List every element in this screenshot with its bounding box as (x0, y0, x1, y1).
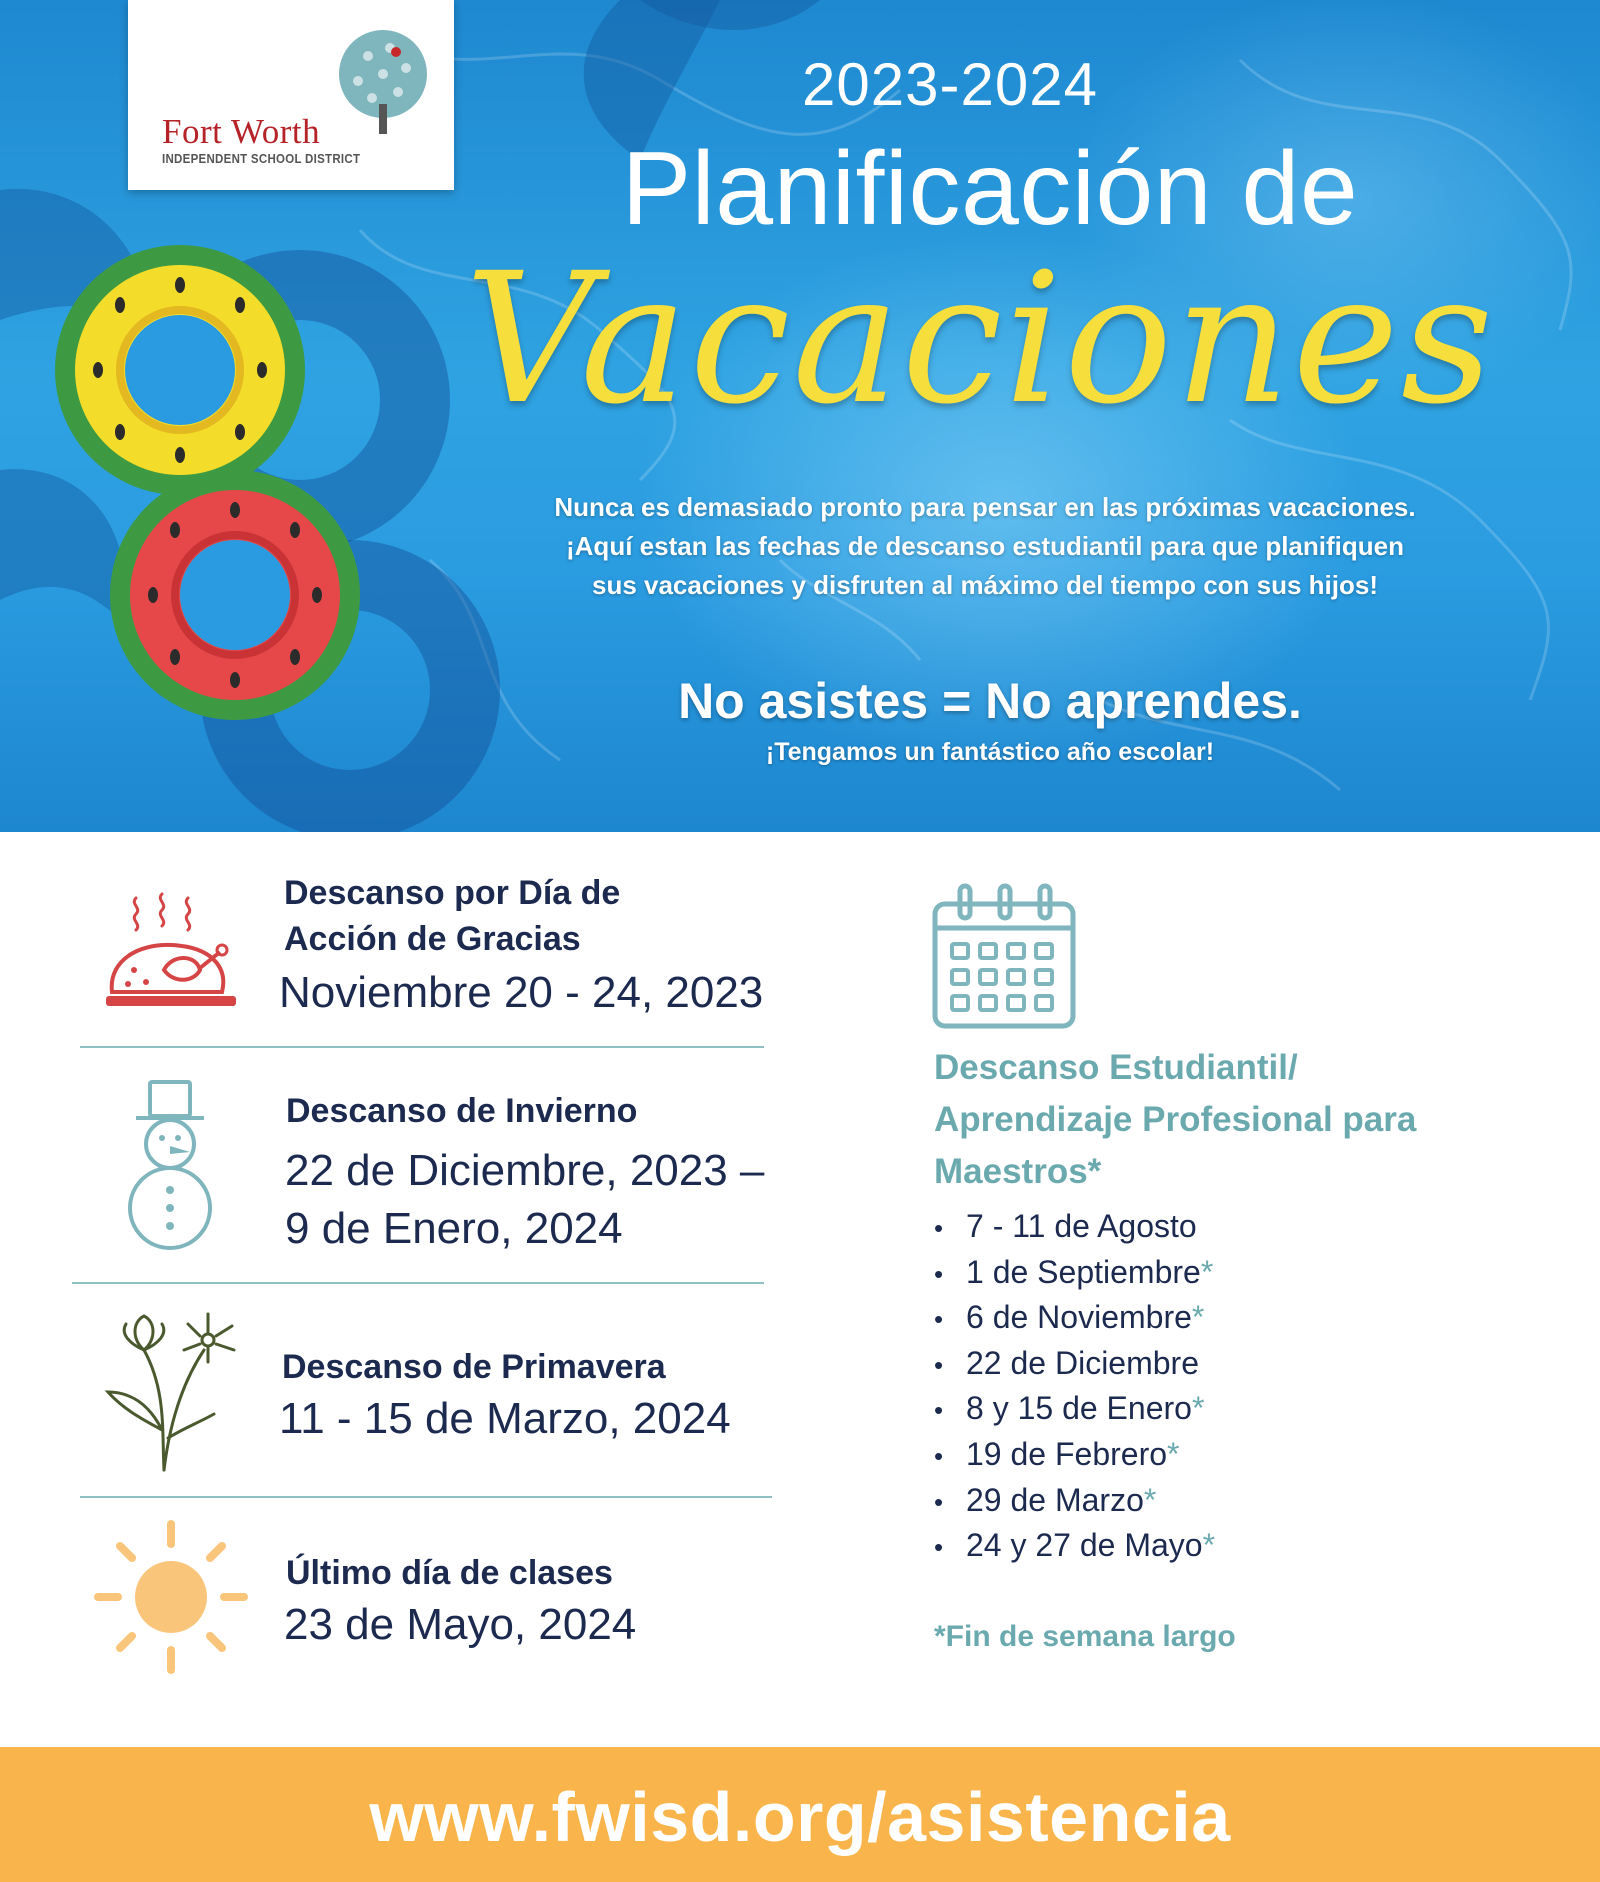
logo-subtitle: INDEPENDENT SCHOOL DISTRICT (162, 152, 361, 166)
date-item: • 29 de Marzo* (934, 1481, 1157, 1518)
date-item: • 22 de Diciembre (934, 1344, 1199, 1381)
intro-line: sus vacaciones y disfruten al máximo del tiempo con sus hijos! (591, 570, 1379, 600)
date-item: • 6 de Noviembre* (934, 1299, 1205, 1336)
school-year: 2023-2024 (802, 51, 1098, 118)
divider (80, 1496, 772, 1498)
tree-logo-icon (328, 26, 438, 138)
student-break-title (934, 1042, 1534, 1198)
date-item: • 19 de Febrero* (934, 1435, 1180, 1472)
turkey-icon (104, 892, 239, 1022)
date-item: • 7 - 11 de Agosto (934, 1208, 1197, 1244)
break-date: 9 de Enero, 2024 (285, 1204, 623, 1253)
intro-line: Nunca es demasiado pronto para pensar en las próximas vacaciones. (554, 492, 1416, 522)
break-title: Descanso por Día de (284, 874, 621, 912)
district-logo (128, 0, 454, 190)
student-break-title-line: Aprendizaje Profesional para (934, 1100, 1417, 1139)
yellow-float-icon (55, 245, 305, 495)
student-break-title-line: Maestros* (934, 1152, 1102, 1191)
date-item: • 1 de Septiembre* (934, 1253, 1214, 1290)
student-break-dates (934, 1204, 1215, 1569)
break-date: 22 de Diciembre, 2023 – (285, 1146, 765, 1195)
break-date: 23 de Mayo, 2024 (284, 1600, 637, 1649)
title-line-1: Planificación de (621, 131, 1359, 247)
calendar-icon (932, 882, 1078, 1032)
watermelon-float-icon (110, 470, 360, 720)
footnote: *Fin de semana largo (934, 1620, 1236, 1653)
snowman-icon (120, 1078, 220, 1253)
flowers-icon (104, 1310, 239, 1475)
intro-line: ¡Aquí estan las fechas de descanso estudiantil para que planifiquen (566, 531, 1404, 561)
intro-text (470, 488, 1500, 605)
logo-name: Fort Worth (162, 112, 321, 151)
slogan: No asistes = No aprendes. (678, 673, 1302, 729)
break-date: 11 - 15 de Marzo, 2024 (279, 1394, 731, 1443)
website-link[interactable]: www.fwisd.org/asistencia (369, 1778, 1231, 1856)
title-line-2: Vacaciones (464, 235, 1496, 444)
break-title: Descanso de Primavera (282, 1348, 666, 1386)
date-item: • 24 y 27 de Mayo* (934, 1527, 1216, 1564)
break-title: Último día de clases (286, 1554, 613, 1592)
break-date: Noviembre 20 - 24, 2023 (279, 968, 764, 1017)
divider (80, 1046, 764, 1048)
date-item: • 8 y 15 de Enero* (934, 1390, 1205, 1427)
divider (72, 1282, 764, 1284)
break-title: Acción de Gracias (284, 920, 581, 958)
sun-icon (92, 1518, 250, 1676)
slogan-subtitle: ¡Tengamos un fantástico año escolar! (765, 738, 1215, 766)
break-title: Descanso de Invierno (286, 1092, 638, 1130)
student-break-title-line: Descanso Estudiantil/ (934, 1048, 1298, 1087)
hero-banner (0, 0, 1600, 832)
footer-bar (0, 1747, 1600, 1882)
